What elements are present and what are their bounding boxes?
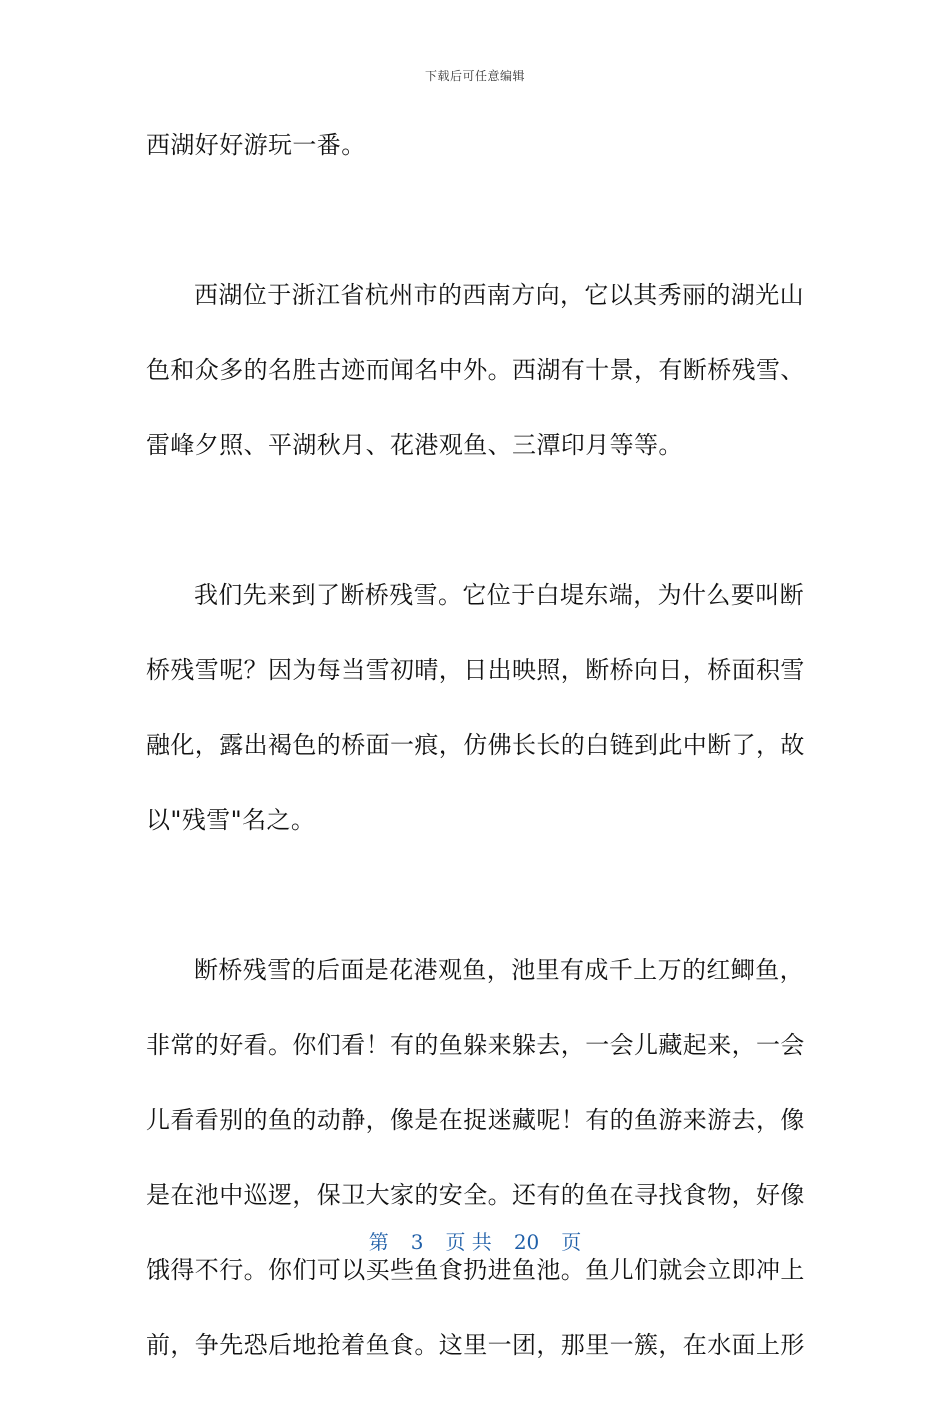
text-line: 雷峰夕照、平湖秋月、花港观鱼、三潭印月等等。	[146, 431, 683, 459]
current-page-number: 3	[410, 1230, 424, 1254]
text-line: 我们先来到了断桥残雪。它位于白堤东端，为什么要叫断	[194, 581, 804, 609]
document-body	[146, 127, 805, 1402]
footer-prefix: 第	[368, 1230, 389, 1254]
text-line: 前，争先恐后地抢着鱼食。这里一团，那里一簇，在水面上形	[146, 1331, 805, 1359]
paragraph-gap	[146, 202, 794, 277]
text-line: 融化，露出褐色的桥面一痕，仿佛长长的白链到此中断了，故	[146, 731, 805, 759]
text-line: 色和众多的名胜古迹而闻名中外。西湖有十景，有断桥残雪、	[146, 356, 805, 384]
text-line: 以"残雪"名之。	[146, 806, 316, 834]
footer-middle: 页 共	[445, 1230, 492, 1254]
text-line: 儿看看别的鱼的动静，像是在捉迷藏呢！有的鱼游来游去，像	[146, 1106, 805, 1134]
header-note: 下载后可任意编辑	[424, 69, 525, 83]
footer-suffix: 页	[561, 1230, 582, 1254]
text-line: 桥残雪呢？因为每当雪初晴，日出映照，断桥向日，桥面积雪	[146, 656, 805, 684]
text-line: 西湖好好游玩一番。	[146, 131, 366, 159]
total-pages-number: 20	[513, 1230, 540, 1254]
text-line: 是在池中巡逻，保卫大家的安全。还有的鱼在寻找食物，好像	[146, 1181, 805, 1209]
text-line: 非常的好看。你们看！有的鱼躲来躲去，一会儿藏起来，一会	[146, 1031, 805, 1059]
text-line: 断桥残雪的后面是花港观鱼，池里有成千上万的红鲫鱼，	[194, 956, 804, 984]
paragraph-gap	[146, 502, 794, 577]
paragraph-gap	[146, 877, 794, 952]
text-line: 西湖位于浙江省杭州市的西南方向，它以其秀丽的湖光山	[194, 281, 804, 309]
text-line: 饿得不行。你们可以买些鱼食扔进鱼池。鱼儿们就会立即冲上	[146, 1256, 805, 1284]
page-footer	[0, 1226, 950, 1255]
